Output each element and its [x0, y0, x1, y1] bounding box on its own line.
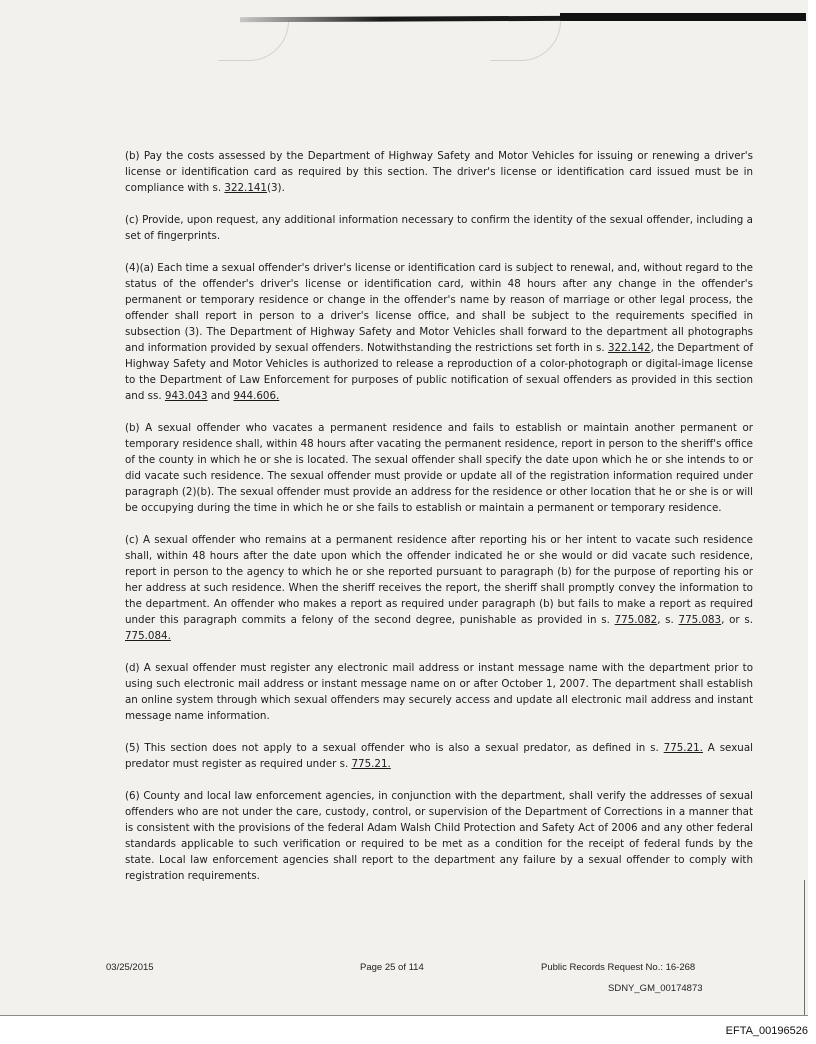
statute-link[interactable]: 944.606.: [233, 390, 280, 402]
page-edge: [0, 1015, 808, 1016]
footer-request-number: Public Records Request No.: 16-268: [541, 962, 696, 973]
statute-paragraph: (b) A sexual offender who vacates a permanent residence and fails to establish or maintain another permanent or temporary residence shall, within 48 hours after vacating the permanent residence, report in person to the sheriff's office of the county in which he or she is located. The sexual offender shall specify the date upon which he or she intends to or did vacate such residence. The sexual offender must provide or update all of the registration information required under paragraph (2)(b). The sexual offender must provide an address for the residence or other location that he or she is or will be occupying during the time in which he or she fails to establish or maintain a permanent or temporary residence.: [125, 422, 753, 514]
statute-link[interactable]: 775.082: [614, 614, 658, 626]
statute-paragraph: (c) Provide, upon request, any additional information necessary to confirm the identity of the sexual offender, including a set of fingerprints.: [125, 214, 753, 242]
statute-paragraph: (d) A sexual offender must register any electronic mail address or instant message name with the department prior to using such electronic mail address or instant message name on or after October 1, 2007. The department shall establish an online system through which sexual offenders may securely access and update all electronic mail address and instant message name information.: [125, 662, 753, 722]
statute-paragraph: (4)(a) Each time a sexual offender's driver's license or identification card is subject to renewal, and, without regard to the status of the offender's driver's license or identification card, within 48 hours after any change in the offender's permanent or temporary residence or change in the offender's name by reason of marriage or other legal process, the offender shall report in person to a driver's license office, and shall be subject to the requirements specified in subsection (3). The Department of Highway Safety and Motor Vehicles shall forward to the department all photographs and information provided by sexual offenders. Notwithstanding the restrictions set forth in s. 322.142, the Department of Highway Safety and Motor Vehicles is authorized to release a reproduction of a color-photograph or digital-image license to the Department of Law Enforcement for purposes of public notification of sexual offenders as provided in this section and ss. 943.043 and 944.606.: [125, 262, 753, 402]
page-edge: [804, 880, 805, 1015]
footer-bates-number: SDNY_GM_00174873: [608, 983, 703, 994]
statute-link[interactable]: 943.043: [164, 390, 208, 402]
hole-punch-shadow: [490, 20, 561, 61]
statute-link[interactable]: 775.21.: [663, 742, 703, 754]
statute-link[interactable]: 322.142: [607, 342, 651, 354]
footer-page-number: Page 25 of 114: [360, 962, 424, 973]
statute-link[interactable]: 322.141: [224, 182, 267, 194]
statute-paragraph: (5) This section does not apply to a sexual offender who is also a sexual predator, as defined in s. 775.21. A sexual predator must register as required under s. 775.21.: [125, 742, 753, 770]
statute-body: [125, 148, 753, 900]
footer-date: 03/25/2015: [106, 962, 154, 973]
efta-identifier: EFTA_00196526: [725, 1025, 808, 1037]
statute-link[interactable]: 775.21.: [351, 758, 391, 770]
scan-edge-mark-thick: [560, 13, 806, 21]
statute-paragraph: (6) County and local law enforcement agencies, in conjunction with the department, shall verify the addresses of sexual offenders who are not under the care, custody, control, or supervision of the Department of Corrections in a manner that is consistent with the provisions of the federal Adam Walsh Child Protection and Safety Act of 2006 and any other federal standards applicable to such verification or required to be met as a condition for the receipt of federal funds by the state. Local law enforcement agencies shall report to the department any failure by a sexual offender to comply with registration requirements.: [125, 790, 753, 882]
statute-paragraph: (b) Pay the costs assessed by the Department of Highway Safety and Motor Vehicles for issuing or renewing a driver's license or identification card as required by this section. The driver's license or identification card issued must be in compliance with s. 322.141(3).: [125, 150, 753, 194]
statute-paragraph: (c) A sexual offender who remains at a permanent residence after reporting his or her intent to vacate such residence shall, within 48 hours after the date upon which the offender indicated he or she would or did vacate such residence, report in person to the agency to which he or she reported pursuant to paragraph (b) for the purpose of reporting his or her address at such residence. When the sheriff receives the report, the sheriff shall promptly convey the information to the department. An offender who makes a report as required under paragraph (b) but fails to make a report as required under this paragraph commits a felony of the second degree, punishable as provided in s. 775.082, s. 775.083, or s. 775.084.: [125, 534, 753, 642]
hole-punch-shadow: [218, 20, 289, 61]
statute-link[interactable]: 775.083: [678, 614, 722, 626]
statute-link[interactable]: 775.084.: [125, 630, 171, 642]
